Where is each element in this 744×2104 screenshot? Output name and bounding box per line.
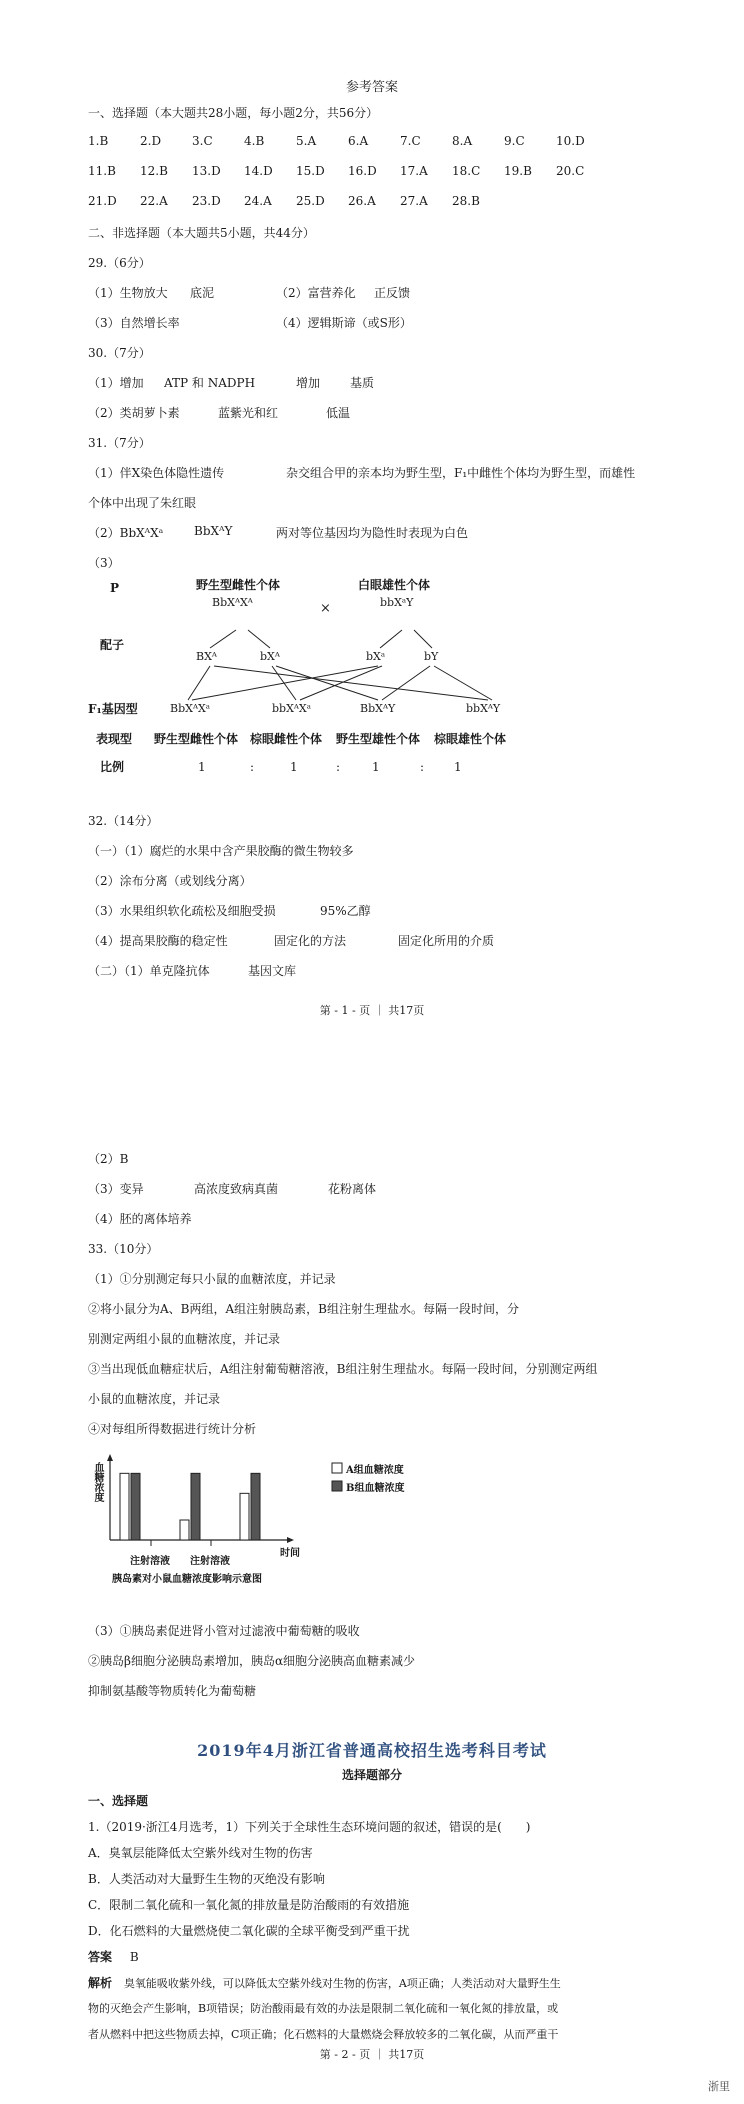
p2-line2 xyxy=(88,1180,377,1197)
mc-answer: 26.A xyxy=(348,194,376,208)
text: 花粉离体 xyxy=(328,1182,377,1196)
q33-line1: （1）①分别测定每只小鼠的血糖浓度，并记录 xyxy=(88,1272,336,1286)
mc-answer: 17.A xyxy=(400,164,428,178)
q29-line1 xyxy=(88,284,411,301)
cross-line xyxy=(192,666,378,700)
legend-swatch-b xyxy=(332,1481,342,1491)
mc-answer: 12.B xyxy=(140,164,168,178)
page-footer-2: 第 - 2 - 页 ｜ 共17页 xyxy=(319,2048,425,2061)
text: 基因文库 xyxy=(248,964,297,978)
mc-answer: 18.C xyxy=(452,164,481,178)
text: （二）（1）单克隆抗体 xyxy=(88,964,210,978)
chart-title: 胰岛素对小鼠血糖浓度影响示意图 xyxy=(112,1574,262,1585)
text: （2）类胡萝卜素 xyxy=(88,406,180,420)
text: BbXᴬY xyxy=(194,524,233,538)
exam-title: 2019年4月浙江省普通高校招生选考科目考试 xyxy=(197,1741,547,1760)
exam-section-heading: 一、选择题 xyxy=(88,1794,149,1808)
text: （4）逻辑斯谛（或S形） xyxy=(276,316,412,330)
gamete-line xyxy=(210,630,236,648)
exam-answer xyxy=(88,1948,139,1965)
q30-title: 30.（7分） xyxy=(88,346,151,360)
gamete: bY xyxy=(424,650,439,663)
y-axis-arrow xyxy=(107,1454,113,1461)
q32-line5 xyxy=(88,962,297,979)
q32-line4 xyxy=(88,932,495,949)
text: （2）BbXᴬXᵃ xyxy=(88,526,164,540)
answer-value: B xyxy=(129,1950,139,1964)
q30-line1 xyxy=(88,374,375,391)
mc-answer: 21.D xyxy=(88,194,117,208)
f1-genotype: bbXᴬXᵃ xyxy=(272,702,311,715)
q31-title: 31.（7分） xyxy=(88,436,151,450)
ratio-sep: : xyxy=(250,760,255,774)
mc-answer: 1.B xyxy=(88,134,109,148)
cross-line xyxy=(382,666,430,700)
legend-swatch-a xyxy=(332,1463,342,1473)
ratio-sep: : xyxy=(336,760,341,774)
y-axis-label: 血糖浓度 xyxy=(92,1462,103,1502)
bar-b-2 xyxy=(191,1473,200,1540)
ratio-label: 比例 xyxy=(100,760,125,774)
cross-symbol: × xyxy=(320,601,331,616)
mc-answer: 22.A xyxy=(140,194,168,208)
text: 固定化所用的介质 xyxy=(398,934,495,948)
parent-female-genotype: BbXᴬXᴬ xyxy=(212,596,253,609)
f1-genotype: BbXᴬXᵃ xyxy=(170,702,211,715)
q31-line3: （3） xyxy=(88,556,120,570)
text: 正反馈 xyxy=(374,286,411,300)
exam-explanation-1 xyxy=(88,1974,561,1991)
text: ATP 和 NADPH xyxy=(164,376,256,390)
mc-answer: 14.D xyxy=(244,164,273,178)
p-label: P xyxy=(110,581,120,595)
q29-line2 xyxy=(88,314,412,331)
text: 两对等位基因均为隐性时表现为白色 xyxy=(276,526,469,540)
explanation-label: 解析 xyxy=(88,1976,113,1990)
q33-line4: ③当出现低血糖症状后，A组注射葡萄糖溶液，B组注射生理盐水。每隔一段时间，分别测定两组 xyxy=(88,1362,598,1376)
phenotype-label: 表现型 xyxy=(96,732,133,746)
exam-subtitle: 选择题部分 xyxy=(341,1768,402,1782)
text: 高浓度致病真菌 xyxy=(194,1182,279,1196)
bar-a-1 xyxy=(120,1473,129,1540)
q33-line3: 别测定两组小鼠的血糖浓度，并记录 xyxy=(88,1332,281,1346)
x-axis-arrow xyxy=(287,1537,294,1543)
gamete-line xyxy=(380,630,402,648)
text: （3）变异 xyxy=(88,1182,144,1196)
mc-answer: 7.C xyxy=(400,134,421,148)
q32-line2: （2）涂布分离（或划线分离） xyxy=(88,874,252,888)
q33-title: 33.（10分） xyxy=(88,1242,159,1256)
ratio-value: 1 xyxy=(198,760,206,774)
text: 基质 xyxy=(350,376,375,390)
bar-a-2 xyxy=(180,1520,189,1540)
text: （3）水果组织软化疏松及细胞受损 xyxy=(88,904,276,918)
phenotype: 棕眼雌性个体 xyxy=(250,732,323,746)
text: （1）增加 xyxy=(88,376,144,390)
q32-title: 32.（14分） xyxy=(88,814,159,828)
gamete: bXᴬ xyxy=(260,650,280,663)
mc-answer: 4.B xyxy=(244,134,265,148)
f1-genotype: BbXᴬY xyxy=(360,702,396,715)
text: 95%乙醇 xyxy=(320,904,371,918)
corner-mark: 浙里 xyxy=(708,2080,730,2093)
f1-genotype-label: F₁基因型 xyxy=(88,702,138,716)
exam-option-b: B．人类活动对大量野生生物的灭绝没有影响 xyxy=(88,1872,325,1886)
mc-answer: 3.C xyxy=(192,134,213,148)
ratio-sep: : xyxy=(420,760,425,774)
mc-answer: 10.D xyxy=(556,134,585,148)
q33-line5: 小鼠的血糖浓度，并记录 xyxy=(88,1392,221,1406)
cross-line xyxy=(300,666,382,700)
mc-answer: 23.D xyxy=(192,194,221,208)
exam-explanation-2: 物的灭绝会产生影响，B项错误；防治酸雨最有效的办法是限制二氧化硫和一氧化氮的排放量，或 xyxy=(88,2002,559,2015)
cross-line xyxy=(214,666,488,700)
text: （3）自然增长率 xyxy=(88,316,180,330)
text: 低温 xyxy=(326,406,351,420)
text: 固定化的方法 xyxy=(274,934,347,948)
cross-line xyxy=(434,666,492,700)
mc-answer: 2.D xyxy=(140,134,162,148)
exam-explanation-3: 者从燃料中把这些物质去掉，C项正确；化石燃料的大量燃烧会释放较多的二氧化碳，从而严重干 xyxy=(88,2028,559,2041)
q33-line2: ②将小鼠分为A、B两组，A组注射胰岛素，B组注射生理盐水。每隔一段时间，分 xyxy=(88,1302,519,1316)
text: 杂交组合甲的亲本均为野生型，F₁中雌性个体均为野生型，而雄性 xyxy=(286,466,636,480)
mc-answer: 13.D xyxy=(192,164,221,178)
mc-answer: 5.A xyxy=(296,134,317,148)
f1-genotype: bbXᴬY xyxy=(466,702,501,715)
mc-answer: 9.C xyxy=(504,134,525,148)
q32-line1: （一）（1）腐烂的水果中含产果胶酶的微生物较多 xyxy=(88,844,354,858)
phenotype: 野生型雄性个体 xyxy=(336,732,421,746)
cross-line xyxy=(188,666,210,700)
exam-option-d: D．化石燃料的大量燃烧使二氧化碳的全球平衡受到严重干扰 xyxy=(88,1924,410,1938)
annotation-inject: 注射溶液 xyxy=(130,1556,170,1567)
blood-glucose-chart xyxy=(90,1450,490,1600)
legend-label-a: A组血糖浓度 xyxy=(346,1465,404,1476)
exam-option-c: C．限制二氧化硫和一氧化氮的排放量是防治酸雨的有效措施 xyxy=(88,1898,410,1912)
x-axis-label: 时间 xyxy=(280,1548,300,1559)
answer-label: 答案 xyxy=(88,1950,113,1964)
mc-answer: 11.B xyxy=(88,164,116,178)
text: （2）富营养化 xyxy=(276,286,356,300)
bar-b-3 xyxy=(251,1473,260,1540)
section1-heading: 一、选择题（本大题共28小题，每小题2分，共56分） xyxy=(88,106,379,120)
text: （4）提高果胶酶的稳定性 xyxy=(88,934,228,948)
bar-a-3 xyxy=(240,1493,249,1540)
page-title: 参考答案 xyxy=(345,80,398,95)
mc-answer: 20.C xyxy=(556,164,585,178)
q31-line1 xyxy=(88,464,636,481)
q30-line2 xyxy=(88,404,351,421)
mc-answer: 19.B xyxy=(504,164,532,178)
gamete-line xyxy=(248,630,270,648)
q33-line7: （3）①胰岛素促进肾小管对过滤液中葡萄糖的吸收 xyxy=(88,1624,360,1638)
phenotype: 棕眼雄性个体 xyxy=(434,732,507,746)
q33-line9: 抑制氨基酸等物质转化为葡萄糖 xyxy=(88,1684,257,1698)
text: （1）伴X染色体隐性遗传 xyxy=(88,466,225,480)
q31-line2 xyxy=(88,524,469,541)
mc-answer: 8.A xyxy=(452,134,473,148)
mc-answer: 24.A xyxy=(244,194,272,208)
section2-heading: 二、非选择题（本大题共5小题，共44分） xyxy=(88,226,315,240)
annotation-inject: 注射溶液 xyxy=(190,1556,230,1567)
cross-line xyxy=(272,666,296,700)
mc-answer: 16.D xyxy=(348,164,377,178)
ratio-value: 1 xyxy=(290,760,298,774)
mc-answer: 15.D xyxy=(296,164,325,178)
parent-female-title: 野生型雌性个体 xyxy=(196,578,281,592)
q33-line6: ④对每组所得数据进行统计分析 xyxy=(88,1422,257,1436)
page-footer-1: 第 - 1 - 页 ｜ 共17页 xyxy=(319,1004,425,1017)
mc-answer: 6.A xyxy=(348,134,369,148)
gamete: bXᵃ xyxy=(366,650,386,663)
phenotype: 野生型雌性个体 xyxy=(154,732,239,746)
parent-male-title: 白眼雄性个体 xyxy=(358,578,431,592)
gamete: BXᴬ xyxy=(196,650,217,663)
mc-answer: 25.D xyxy=(296,194,325,208)
exam-question-1: 1.（2019·浙江4月选考，1）下列关于全球性生态环境问题的叙述，错误的是( ) xyxy=(88,1820,531,1834)
q31-line1-cont: 个体中出现了朱红眼 xyxy=(88,496,197,510)
p2-line1: （2）B xyxy=(88,1152,129,1166)
gamete-label: 配子 xyxy=(100,638,125,652)
legend-label-b: B组血糖浓度 xyxy=(346,1483,405,1494)
text: 增加 xyxy=(296,376,321,390)
explanation-text: 臭氧能吸收紫外线，可以降低太空紫外线对生物的伤害，A项正确；人类活动对大量野生生 xyxy=(123,1977,561,1990)
q29-title: 29.（6分） xyxy=(88,256,151,270)
mc-answer: 28.B xyxy=(452,194,480,208)
ratio-value: 1 xyxy=(372,760,380,774)
gamete-line xyxy=(414,630,432,648)
q33-line8: ②胰岛β细胞分泌胰岛素增加，胰岛α细胞分泌胰高血糖素减少 xyxy=(88,1654,416,1668)
exam-option-a: A．臭氧层能降低太空紫外线对生物的伤害 xyxy=(88,1846,313,1860)
parent-male-genotype: bbXᵃY xyxy=(380,596,414,609)
text: 蓝紫光和红 xyxy=(218,406,279,420)
q32-line3 xyxy=(88,902,371,919)
text: （1）生物放大 xyxy=(88,286,168,300)
cross-line xyxy=(276,666,378,700)
mc-answer: 27.A xyxy=(400,194,428,208)
p2-line3: （4）胚的离体培养 xyxy=(88,1212,192,1226)
ratio-value: 1 xyxy=(454,760,462,774)
bar-b-1 xyxy=(131,1473,140,1540)
text: 底泥 xyxy=(190,286,215,300)
